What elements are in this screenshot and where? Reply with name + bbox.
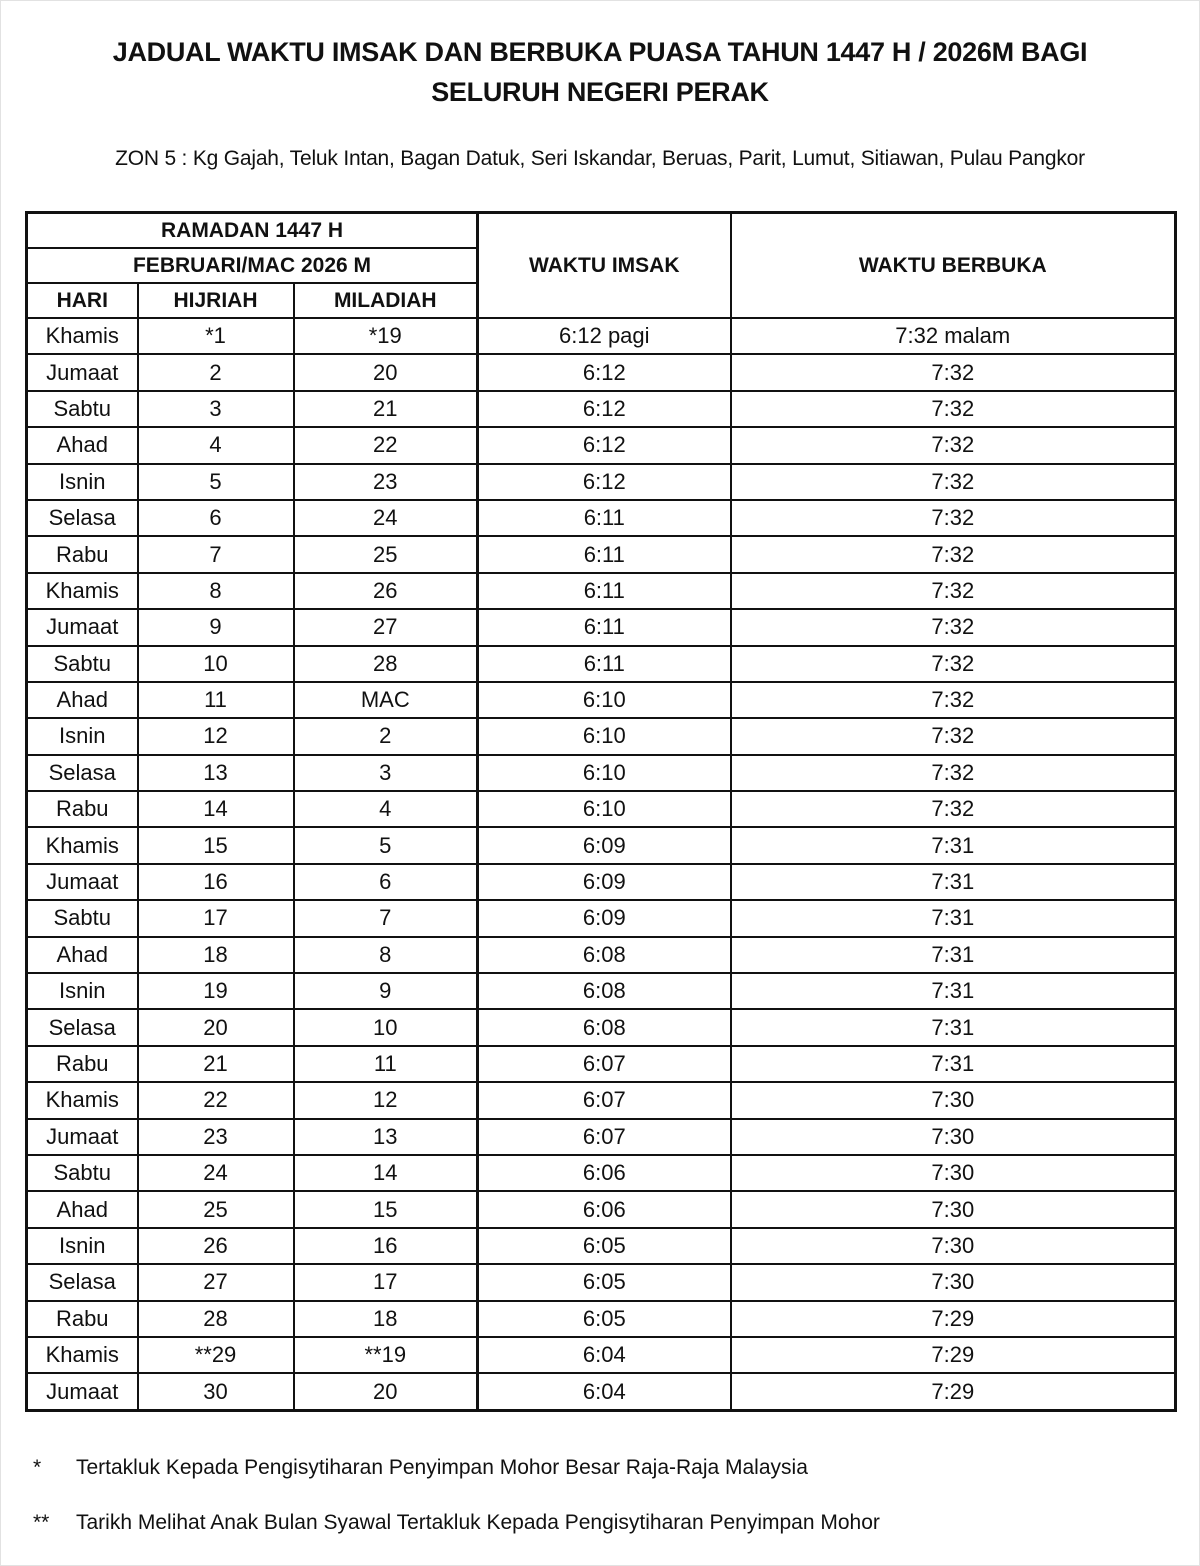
cell-hari: Isnin [27, 718, 138, 754]
cell-waktu-berbuka: 7:31 [731, 900, 1176, 936]
cell-hijriah: 21 [138, 1046, 294, 1082]
cell-hijriah: 17 [138, 900, 294, 936]
table-row [27, 427, 1176, 463]
cell-miladiah: 15 [294, 1191, 478, 1227]
cell-hari: Ahad [27, 682, 138, 718]
cell-miladiah: 22 [294, 427, 478, 463]
header-waktu-imsak: WAKTU IMSAK [478, 213, 731, 319]
cell-waktu-berbuka: 7:32 [731, 718, 1176, 754]
cell-miladiah: 7 [294, 900, 478, 936]
cell-hijriah: **29 [138, 1337, 294, 1373]
table-row [27, 1191, 1176, 1227]
cell-waktu-berbuka: 7:31 [731, 937, 1176, 973]
cell-hijriah: 30 [138, 1373, 294, 1410]
table-row [27, 791, 1176, 827]
table-row [27, 1009, 1176, 1045]
cell-hijriah: 11 [138, 682, 294, 718]
cell-hijriah: 2 [138, 354, 294, 390]
cell-waktu-berbuka: 7:32 [731, 536, 1176, 572]
header-miladiah: MILADIAH [294, 283, 478, 318]
table-row [27, 827, 1176, 863]
cell-hijriah: 26 [138, 1228, 294, 1264]
header-hijriah: HIJRIAH [138, 283, 294, 318]
cell-hijriah: 10 [138, 646, 294, 682]
cell-hari: Jumaat [27, 354, 138, 390]
cell-waktu-imsak: 6:04 [478, 1337, 731, 1373]
cell-waktu-imsak: 6:06 [478, 1155, 731, 1191]
cell-hijriah: 27 [138, 1264, 294, 1300]
cell-hijriah: 24 [138, 1155, 294, 1191]
cell-miladiah: MAC [294, 682, 478, 718]
cell-miladiah: 20 [294, 354, 478, 390]
cell-hari: Sabtu [27, 900, 138, 936]
cell-waktu-imsak: 6:11 [478, 573, 731, 609]
table-row [27, 1082, 1176, 1118]
cell-hijriah: 7 [138, 536, 294, 572]
cell-miladiah: 17 [294, 1264, 478, 1300]
cell-hijriah: 20 [138, 1009, 294, 1045]
header-waktu-berbuka: WAKTU BERBUKA [731, 213, 1176, 319]
cell-hijriah: 15 [138, 827, 294, 863]
cell-waktu-berbuka: 7:30 [731, 1264, 1176, 1300]
table-row [27, 937, 1176, 973]
cell-waktu-berbuka: 7:32 [731, 354, 1176, 390]
cell-waktu-imsak: 6:06 [478, 1191, 731, 1227]
cell-waktu-berbuka: 7:32 [731, 500, 1176, 536]
cell-miladiah: 25 [294, 536, 478, 572]
cell-waktu-berbuka: 7:32 [731, 791, 1176, 827]
cell-waktu-berbuka: 7:30 [731, 1119, 1176, 1155]
footnote-text: Tarikh Melihat Anak Bulan Syawal Tertakluk Kepada Pengisytiharan Penyimpan Mohor [76, 1511, 880, 1534]
table-row [27, 464, 1176, 500]
cell-hijriah: 18 [138, 937, 294, 973]
cell-hijriah: 5 [138, 464, 294, 500]
cell-waktu-berbuka: 7:32 [731, 755, 1176, 791]
schedule-body [27, 318, 1176, 1410]
schedule-table [25, 211, 1177, 1412]
cell-hari: Jumaat [27, 609, 138, 645]
cell-hari: Jumaat [27, 864, 138, 900]
cell-miladiah: **19 [294, 1337, 478, 1373]
cell-waktu-berbuka: 7:32 [731, 573, 1176, 609]
cell-waktu-imsak: 6:11 [478, 536, 731, 572]
table-row [27, 682, 1176, 718]
cell-waktu-imsak: 6:08 [478, 1009, 731, 1045]
cell-hijriah: 28 [138, 1301, 294, 1337]
cell-miladiah: 14 [294, 1155, 478, 1191]
cell-hijriah: 13 [138, 755, 294, 791]
cell-waktu-berbuka: 7:31 [731, 827, 1176, 863]
cell-waktu-berbuka: 7:32 [731, 391, 1176, 427]
cell-waktu-berbuka: 7:32 [731, 682, 1176, 718]
cell-waktu-imsak: 6:09 [478, 864, 731, 900]
cell-waktu-imsak: 6:05 [478, 1228, 731, 1264]
cell-miladiah: 16 [294, 1228, 478, 1264]
cell-waktu-imsak: 6:11 [478, 646, 731, 682]
cell-hari: Isnin [27, 464, 138, 500]
cell-hari: Rabu [27, 1301, 138, 1337]
cell-hijriah: 8 [138, 573, 294, 609]
table-row [27, 536, 1176, 572]
cell-hari: Isnin [27, 1228, 138, 1264]
cell-hari: Selasa [27, 1009, 138, 1045]
cell-hari: Ahad [27, 427, 138, 463]
document-title [0, 32, 1200, 112]
cell-waktu-imsak: 6:07 [478, 1046, 731, 1082]
cell-hari: Rabu [27, 791, 138, 827]
table-row [27, 318, 1176, 354]
cell-waktu-imsak: 6:07 [478, 1119, 731, 1155]
cell-waktu-imsak: 6:10 [478, 791, 731, 827]
cell-hari: Khamis [27, 1082, 138, 1118]
cell-hijriah: 4 [138, 427, 294, 463]
cell-waktu-imsak: 6:11 [478, 500, 731, 536]
table-row [27, 1373, 1176, 1410]
cell-hari: Ahad [27, 937, 138, 973]
cell-miladiah: 28 [294, 646, 478, 682]
cell-waktu-imsak: 6:11 [478, 609, 731, 645]
table-row [27, 755, 1176, 791]
table-row [27, 1337, 1176, 1373]
cell-miladiah: 3 [294, 755, 478, 791]
cell-hijriah: 6 [138, 500, 294, 536]
table-row [27, 391, 1176, 427]
cell-waktu-imsak: 6:12 [478, 427, 731, 463]
table-row [27, 1301, 1176, 1337]
table-row [27, 864, 1176, 900]
cell-miladiah: 24 [294, 500, 478, 536]
cell-hari: Ahad [27, 1191, 138, 1227]
cell-miladiah: 6 [294, 864, 478, 900]
cell-hari: Selasa [27, 1264, 138, 1300]
cell-miladiah: 21 [294, 391, 478, 427]
table-row [27, 1228, 1176, 1264]
cell-miladiah: 11 [294, 1046, 478, 1082]
cell-hijriah: 9 [138, 609, 294, 645]
header-hari: HARI [27, 283, 138, 318]
cell-miladiah: 20 [294, 1373, 478, 1410]
footnote-mark: ** [33, 1511, 50, 1534]
header-month: FEBRUARI/MAC 2026 M [27, 248, 478, 283]
cell-waktu-berbuka: 7:32 [731, 464, 1176, 500]
cell-miladiah: 26 [294, 573, 478, 609]
cell-waktu-imsak: 6:08 [478, 937, 731, 973]
cell-hari: Rabu [27, 1046, 138, 1082]
table-row [27, 1046, 1176, 1082]
table-row [27, 573, 1176, 609]
title-line-1: JADUAL WAKTU IMSAK DAN BERBUKA PUASA TAHUN 1447 H / 2026M BAGI [112, 37, 1088, 67]
cell-waktu-imsak: 6:12 [478, 354, 731, 390]
cell-waktu-imsak: 6:07 [478, 1082, 731, 1118]
cell-waktu-berbuka: 7:31 [731, 1046, 1176, 1082]
cell-waktu-berbuka: 7:29 [731, 1337, 1176, 1373]
cell-waktu-imsak: 6:10 [478, 682, 731, 718]
cell-waktu-berbuka: 7:30 [731, 1082, 1176, 1118]
cell-waktu-imsak: 6:10 [478, 755, 731, 791]
cell-hijriah: 25 [138, 1191, 294, 1227]
cell-waktu-berbuka: 7:31 [731, 973, 1176, 1009]
cell-miladiah: 18 [294, 1301, 478, 1337]
cell-hijriah: *1 [138, 318, 294, 354]
table-row [27, 900, 1176, 936]
cell-hijriah: 14 [138, 791, 294, 827]
cell-miladiah: *19 [294, 318, 478, 354]
cell-waktu-imsak: 6:08 [478, 973, 731, 1009]
cell-hari: Khamis [27, 318, 138, 354]
cell-waktu-imsak: 6:05 [478, 1264, 731, 1300]
cell-miladiah: 5 [294, 827, 478, 863]
title-line-2: SELURUH NEGERI PERAK [431, 77, 769, 107]
cell-hijriah: 22 [138, 1082, 294, 1118]
cell-miladiah: 27 [294, 609, 478, 645]
table-row [27, 1119, 1176, 1155]
cell-hari: Khamis [27, 1337, 138, 1373]
table-row [27, 609, 1176, 645]
cell-hari: Jumaat [27, 1373, 138, 1410]
cell-hari: Jumaat [27, 1119, 138, 1155]
cell-hari: Selasa [27, 500, 138, 536]
cell-hijriah: 16 [138, 864, 294, 900]
cell-miladiah: 2 [294, 718, 478, 754]
cell-waktu-imsak: 6:12 [478, 391, 731, 427]
cell-hijriah: 3 [138, 391, 294, 427]
cell-waktu-berbuka: 7:32 [731, 646, 1176, 682]
cell-waktu-berbuka: 7:30 [731, 1228, 1176, 1264]
table-row [27, 1264, 1176, 1300]
table-row [27, 500, 1176, 536]
table-row [27, 1155, 1176, 1191]
cell-hari: Selasa [27, 755, 138, 791]
footnote-1 [33, 1450, 1173, 1505]
footnote-2 [33, 1505, 1173, 1560]
cell-waktu-imsak: 6:09 [478, 900, 731, 936]
cell-waktu-imsak: 6:04 [478, 1373, 731, 1410]
cell-hari: Sabtu [27, 1155, 138, 1191]
cell-waktu-imsak: 6:12 [478, 464, 731, 500]
cell-waktu-berbuka: 7:29 [731, 1373, 1176, 1410]
cell-waktu-berbuka: 7:30 [731, 1191, 1176, 1227]
cell-waktu-berbuka: 7:32 [731, 427, 1176, 463]
cell-waktu-berbuka: 7:31 [731, 864, 1176, 900]
footnote-mark: * [33, 1456, 42, 1479]
cell-waktu-imsak: 6:12 pagi [478, 318, 731, 354]
cell-waktu-berbuka: 7:31 [731, 1009, 1176, 1045]
cell-hari: Sabtu [27, 391, 138, 427]
cell-hijriah: 23 [138, 1119, 294, 1155]
cell-hari: Khamis [27, 827, 138, 863]
cell-waktu-imsak: 6:10 [478, 718, 731, 754]
cell-waktu-berbuka: 7:29 [731, 1301, 1176, 1337]
cell-miladiah: 10 [294, 1009, 478, 1045]
table-row [27, 354, 1176, 390]
footnotes [33, 1450, 1173, 1560]
cell-miladiah: 8 [294, 937, 478, 973]
cell-miladiah: 13 [294, 1119, 478, 1155]
cell-hijriah: 19 [138, 973, 294, 1009]
table-row [27, 973, 1176, 1009]
cell-miladiah: 9 [294, 973, 478, 1009]
cell-hari: Rabu [27, 536, 138, 572]
table-row [27, 646, 1176, 682]
table-row [27, 718, 1176, 754]
cell-miladiah: 12 [294, 1082, 478, 1118]
cell-miladiah: 23 [294, 464, 478, 500]
cell-hari: Khamis [27, 573, 138, 609]
footnote-text: Tertakluk Kepada Pengisytiharan Penyimpan Mohor Besar Raja-Raja Malaysia [76, 1456, 808, 1479]
cell-waktu-imsak: 6:09 [478, 827, 731, 863]
cell-hari: Isnin [27, 973, 138, 1009]
cell-waktu-berbuka: 7:30 [731, 1155, 1176, 1191]
cell-miladiah: 4 [294, 791, 478, 827]
cell-hijriah: 12 [138, 718, 294, 754]
header-ramadan: RAMADAN 1447 H [27, 213, 478, 249]
zone-subtitle: ZON 5 : Kg Gajah, Teluk Intan, Bagan Datuk, Seri Iskandar, Beruas, Parit, Lumut, Sitiawan, Pulau Pangkor [115, 147, 1085, 170]
cell-waktu-berbuka: 7:32 malam [731, 318, 1176, 354]
cell-waktu-berbuka: 7:32 [731, 609, 1176, 645]
cell-hari: Sabtu [27, 646, 138, 682]
cell-waktu-imsak: 6:05 [478, 1301, 731, 1337]
